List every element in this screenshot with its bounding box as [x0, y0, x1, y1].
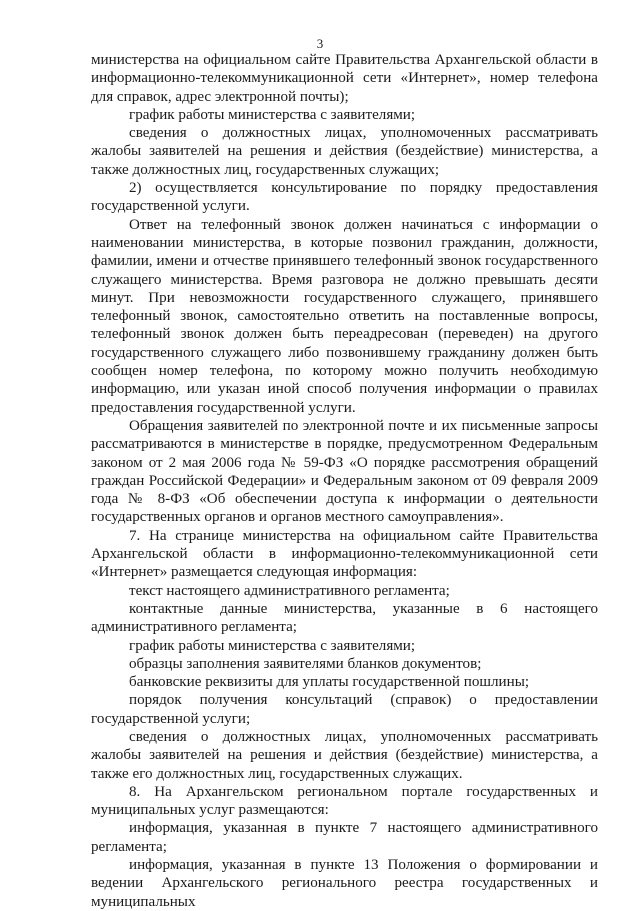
paragraph: 7. На странице министерства на официальном сайте Правительства Архангельской области в информационно-телекоммуникационной сети «Интернет» размещается следующая информация: — [91, 527, 598, 581]
paragraph: 2) осуществляется консультирование по порядку предоставления государственной услуги. — [91, 180, 598, 215]
paragraph: сведения о должностных лицах, уполномоченных рассматривать жалобы заявителей на решения и действия (бездействие) министерства, а также должностных лиц, государственных служащих; — [91, 125, 598, 178]
paragraph: Обращения заявителей по электронной почте и их письменные запросы рассматриваются в министерстве в порядке, предусмотренном Федеральным законом от 2 мая 2006 года № 59-ФЗ «О порядке рассмотрения обращений граждан Российской Федерации» и Федеральным законом от 09 февраля 2009 года № 8-ФЗ «Об обеспечении доступа к информации о деятельности государственных органов и органов местного самоуправления». — [91, 417, 598, 526]
paragraph: информация, указанная в пункте 13 Положения о формировании и ведении Архангельского регионального реестра государственных и муниципальных — [91, 857, 598, 910]
paragraph: график работы министерства с заявителями; — [129, 637, 416, 654]
paragraph: контактные данные министерства, указанные в 6 настоящего административного регламента; — [91, 600, 598, 636]
paragraph: информация, указанная в пункте 7 настоящего административного регламента; — [91, 820, 598, 855]
paragraph: министерства на официальном сайте Правительства Архангельской области в информационно-телекоммуникационной сети «Интернет», номер телефона для справок, адрес электронной почты); — [91, 52, 598, 105]
paragraph: 8. На Архангельском региональном портале государственных и муниципальных услуг размещаются: — [91, 783, 598, 819]
document-body — [91, 51, 598, 911]
paragraph: график работы министерства с заявителями; — [129, 106, 416, 123]
page-number: 3 — [316, 36, 324, 51]
paragraph: текст настоящего административного регламента; — [129, 582, 450, 599]
paragraph: Ответ на телефонный звонок должен начинаться с информации о наименовании министерства, в которые позвонил гражданин, должности, фамилии, имени и отчестве принявшего телефонный звонок государственного служащего министерства. Время разговора не должно превышать десяти минут. При невозможности государственного служащего, принявшего телефонный звонок, самостоятельно ответить на поставленные вопросы, телефонный звонок должен быть переадресован (переведен) на другого государственного служащего либо позвонившему гражданину должен быть сообщен номер телефона, по которому можно получить необходимую информацию, или указан иной способ получения информации о правилах предоставления государственной услуги. — [91, 216, 598, 416]
paragraph: порядок получения консультаций (справок) о предоставлении государственной услуги; — [91, 692, 598, 727]
paragraph: банковские реквизиты для уплаты государственной пошлины; — [129, 674, 530, 691]
paragraph: сведения о должностных лицах, уполномоченных рассматривать жалобы заявителей на решения и действия (бездействие) министерства, а также его должностных лиц, государственных служащих. — [91, 728, 598, 782]
paragraph: образцы заполнения заявителями бланков документов; — [129, 655, 482, 672]
